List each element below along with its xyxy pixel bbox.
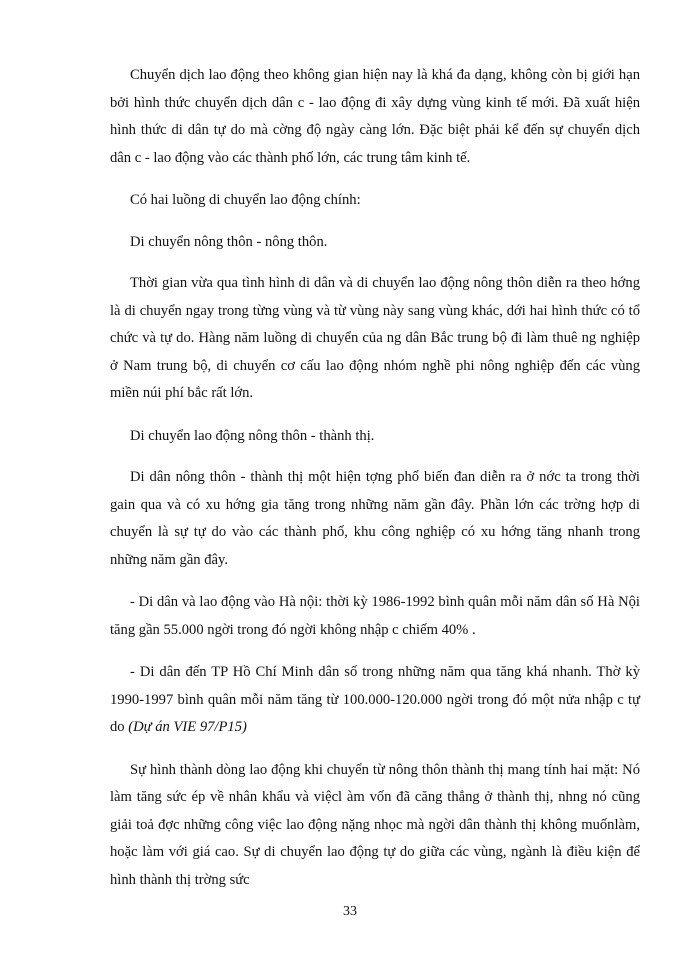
paragraph-rural-rural-heading: Di chuyển nông thôn - nông thôn. [130, 233, 328, 250]
paragraph-hanoi-migration: - Di dân và lao động vào Hà nội: thời kỳ 1986-1992 bình quân mỗi năm dân số Hà Nội tăng gần 55.000 ngời trong đó ngời không nhập c chiếm 40% . [110, 594, 640, 638]
paragraph-two-flows-heading: Có hai luồng di chuyển lao động chính: [130, 192, 361, 208]
citation-vie-97-p15: (Dự án VIE 97/P15) [128, 719, 247, 735]
paragraph-rural-urban-detail: Di dân nông thôn - thành thị một hiện tợng phổ biến đan diễn ra ở nớc ta trong thời gain qua và có xu hớng gia tăng trong những năm gần đây. Phần lớn các trờng hợp di chuyển là sự tự do vào các thành phố, khu công nghiệp có xu hớng tăng nhanh trong những năm gần đây. [110, 469, 640, 568]
paragraph-labor-shift-overview: Chuyển dịch lao động theo không gian hiện nay là khá đa dạng, không còn bị giới hạn bởi hình thức chuyển dịch dân c - lao động đi xây dựng vùng kinh tế mới. Đã xuất hiện hình thức di dân tự do mà cờng độ ngày càng lớn. Đặc biệt phải kể đến sự chuyển dịch dân c - lao động vào các thành phố lớn, các trung tâm kinh tế. [110, 67, 640, 166]
paragraph-hcmc-migration [110, 659, 640, 742]
page-number: 33 [343, 904, 357, 919]
paragraph-rural-rural-detail: Thời gian vừa qua tình hình di dân và di chuyển lao động nông thôn diễn ra theo hớng là di chuyển ngay trong từng vùng và từ vùng này sang vùng khác, dới hai hình thức có tổ chức và tự do. Hàng năm luồng di chuyển của ng dân Bắc trung bộ đi làm thuê ng nghiệp ở Nam trung bộ, di chuyển cơ cấu lao động nhóm nghề phi nông nghiệp đến các vùng miền núi phí bắc rất lớn. [110, 275, 640, 401]
document-page [110, 62, 640, 942]
paragraph-two-sided-effects: Sự hình thành dòng lao động khi chuyển từ nông thôn thành thị mang tính hai mặt: Nó làm tăng sức ép về nhân khẩu và việcl àm vốn đã căng thẳng ở thành thị, nhng nó cũng giải toả đợc những công việc lao động nặng nhọc mà ngời dân thành thị không muốnlàm, hoặc làm với giá cao. Sự di chuyển lao động tự do giữa các vùng, ngành là điều kiện để hình thành thị trờng sức [110, 761, 640, 888]
hcmc-migration-text: - Di dân đến TP Hồ Chí Minh dân số trong những năm qua tăng khá nhanh. Thờ kỳ 1990-1997 bình quân mỗi năm tăng từ 100.000-120.000 ngời trong đó một nửa nhập c tự do [110, 664, 640, 735]
paragraph-rural-urban-heading: Di chuyển lao động nông thôn - thành thị. [130, 427, 375, 444]
